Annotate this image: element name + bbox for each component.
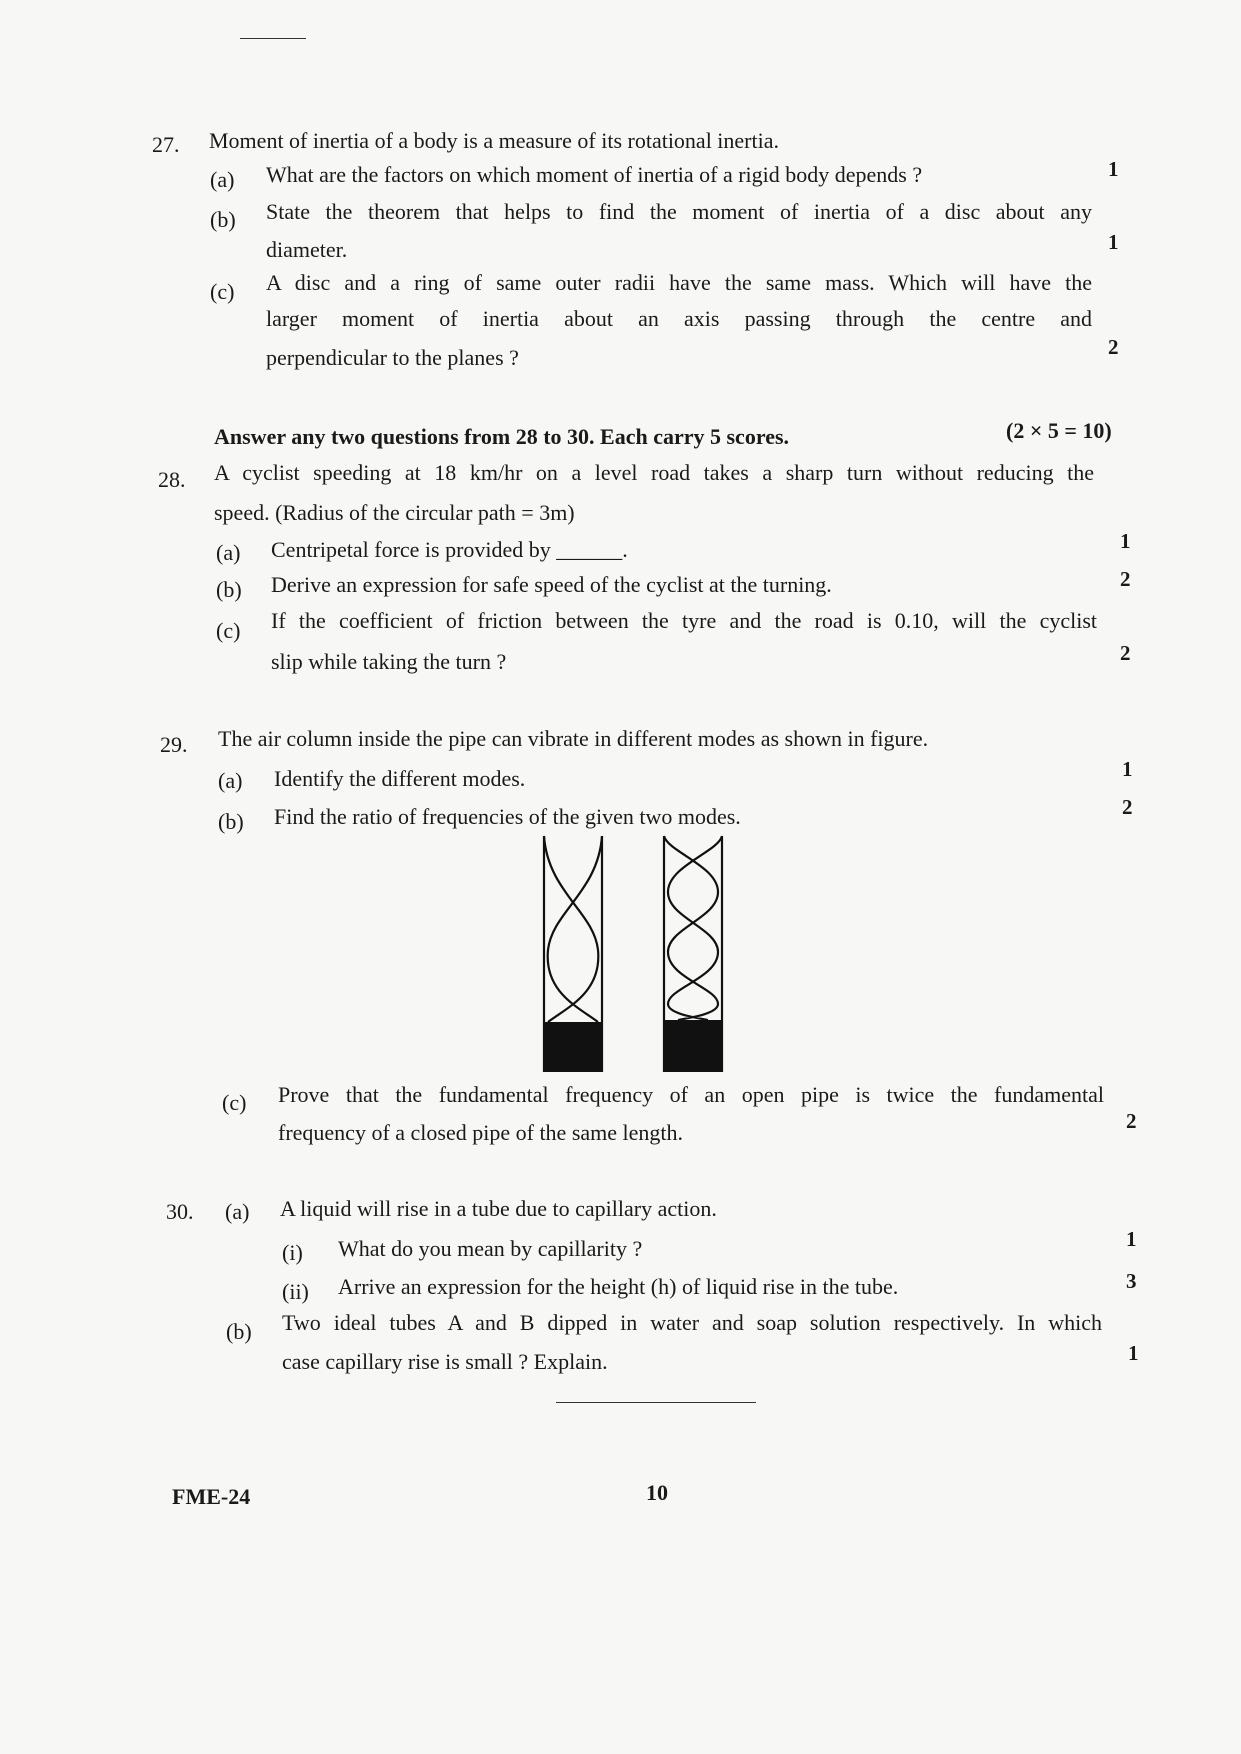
q28c-line2: slip while taking the turn ? [271, 649, 507, 674]
q28c-marks: 2 [1120, 641, 1131, 665]
q27b-marks: 1 [1108, 230, 1119, 254]
q29c-line1: Prove that the fundamental frequency of an open pipe is twice the fundamental [278, 1082, 1104, 1107]
q29c-marks: 2 [1126, 1109, 1137, 1133]
pipe-2-closed-end [664, 1020, 722, 1072]
q29-number: 29. [160, 732, 188, 757]
q27-stem: Moment of inertia of a body is a measure of its rotational inertia. [209, 128, 780, 153]
q28c-line1: If the coefficient of friction between the tyre and the road is 0.10, will the cyclist [271, 608, 1097, 633]
q27a-text: What are the factors on which moment of inertia of a rigid body depends ? [266, 162, 923, 187]
pipe-modes-figure [528, 832, 728, 1072]
end-rule [556, 1402, 756, 1403]
q29c-line2: frequency of a closed pipe of the same length. [278, 1120, 684, 1145]
q29-stem: The air column inside the pipe can vibrate in different modes as shown in figure. [218, 726, 929, 751]
q28-number: 28. [158, 467, 186, 492]
q30-number: 30. [166, 1199, 194, 1224]
q30a-stem: A liquid will rise in a tube due to capillary action. [280, 1196, 717, 1221]
q30a-i-label: (i) [282, 1240, 303, 1265]
top-rule [240, 38, 306, 39]
q29b-marks: 2 [1122, 795, 1133, 819]
q28b-marks: 2 [1120, 567, 1131, 591]
q27a-label: (a) [210, 167, 235, 192]
q29a-label: (a) [218, 768, 243, 793]
q30a-i-marks: 1 [1126, 1227, 1137, 1251]
footer-page-number: 10 [646, 1480, 668, 1505]
q28a-marks: 1 [1120, 529, 1131, 553]
q28b-text: Derive an expression for safe speed of the cyclist at the turning. [271, 572, 832, 597]
q27-number: 27. [152, 132, 180, 157]
q28a-text: Centripetal force is provided by ______. [271, 537, 628, 562]
q30b-label: (b) [226, 1319, 252, 1344]
q27c-label: (c) [210, 279, 235, 304]
q30b-marks: 1 [1128, 1341, 1139, 1365]
q28a-label: (a) [216, 540, 241, 565]
pipe-1-closed-end [544, 1022, 602, 1072]
q29b-text: Find the ratio of frequencies of the given two modes. [274, 804, 741, 829]
q27c-marks: 2 [1108, 335, 1119, 359]
q28-stem-line2: speed. (Radius of the circular path = 3m) [214, 500, 575, 525]
q28c-label: (c) [216, 618, 241, 643]
q30a-ii-label: (ii) [282, 1279, 309, 1304]
section-instruction: Answer any two questions from 28 to 30. Each carry 5 scores. [214, 424, 790, 449]
q28b-label: (b) [216, 577, 242, 602]
q29a-marks: 1 [1122, 757, 1133, 781]
q30a-ii-text: Arrive an expression for the height (h) of liquid rise in the tube. [338, 1274, 899, 1299]
q27b-label: (b) [210, 207, 236, 232]
q30a-ii-marks: 3 [1126, 1269, 1137, 1293]
q30b-line1: Two ideal tubes A and B dipped in water and soap solution respectively. In which [282, 1310, 1102, 1335]
q29a-text: Identify the different modes. [274, 766, 526, 791]
q30a-i-text: What do you mean by capillarity ? [338, 1236, 643, 1261]
q27c-line2: larger moment of inertia about an axis passing through the centre and [266, 306, 1092, 331]
q27c-line3: perpendicular to the planes ? [266, 345, 519, 370]
q27b-line1: State the theorem that helps to find the moment of inertia of a disc about any [266, 199, 1092, 224]
q30a-label: (a) [225, 1199, 250, 1224]
q27a-marks: 1 [1108, 157, 1119, 181]
q27c-line1: A disc and a ring of same outer radii have the same mass. Which will have the [266, 270, 1092, 295]
footer-paper-code: FME-24 [172, 1484, 251, 1509]
q27b-line2: diameter. [266, 237, 348, 262]
section-score: (2 × 5 = 10) [1006, 418, 1112, 443]
q29b-label: (b) [218, 809, 244, 834]
q30b-line2: case capillary rise is small ? Explain. [282, 1349, 608, 1374]
q28-stem-line1: A cyclist speeding at 18 km/hr on a level road takes a sharp turn without reducing the [214, 460, 1094, 485]
q29c-label: (c) [222, 1090, 247, 1115]
